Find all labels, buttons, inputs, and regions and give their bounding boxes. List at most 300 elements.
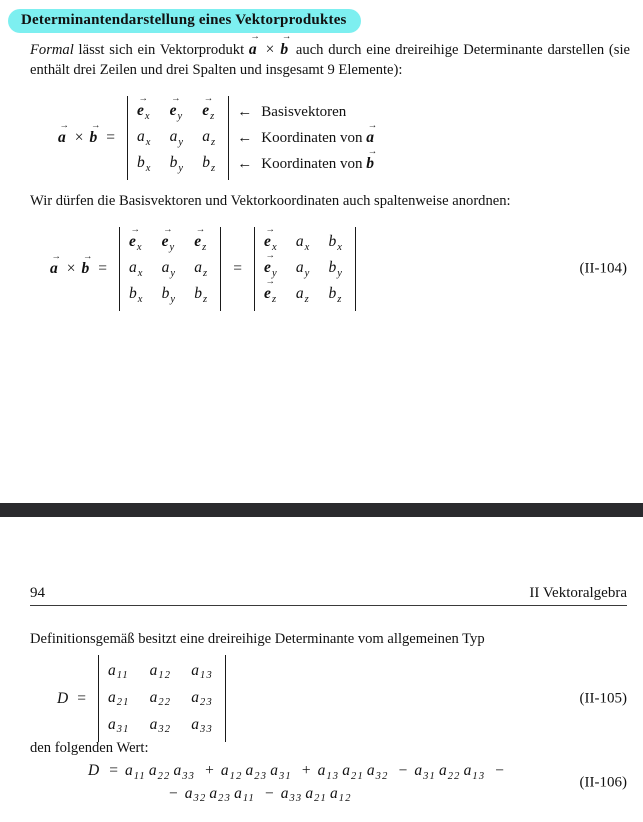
matrix-cell	[150, 689, 175, 709]
math-token	[88, 762, 99, 779]
math-symbol: a	[305, 784, 314, 802]
math-symbol: a	[209, 784, 218, 802]
math-symbol: a	[342, 762, 351, 779]
formula-cross-product-annotated	[0, 96, 643, 180]
math-subscript: y	[271, 267, 278, 279]
matrix-cell	[169, 94, 187, 122]
math-token	[305, 785, 327, 802]
matrix-cell	[162, 259, 180, 279]
math-symbol: a →	[50, 252, 61, 277]
math-token	[330, 785, 352, 802]
math-symbol: a	[234, 784, 242, 802]
math-token	[148, 762, 171, 782]
math-token	[366, 762, 389, 782]
math-token	[194, 285, 209, 305]
math-token	[50, 252, 61, 277]
math-symbol: D	[88, 762, 100, 779]
left-arrow-icon: ←	[237, 103, 253, 120]
determinant-matrix	[127, 96, 229, 180]
math-subscript: 22	[157, 770, 171, 782]
math-token	[149, 688, 172, 709]
math-symbol: a	[137, 128, 145, 146]
math-token	[295, 259, 311, 279]
math-symbol: b →	[366, 147, 378, 172]
text-run: den folgenden Wert:	[30, 740, 149, 756]
math-subscript: z	[202, 241, 208, 253]
math-token	[202, 154, 217, 174]
math-symbol: e →	[264, 277, 276, 303]
math-token	[280, 32, 292, 58]
matrix-row-annotation	[237, 104, 377, 121]
math-symbol: a	[220, 762, 229, 779]
math-operator: ×	[265, 41, 275, 58]
matrix-cell	[170, 154, 188, 174]
math-subscript: z	[210, 110, 216, 122]
matrix-cell	[202, 128, 219, 148]
text-run: Definitionsgemäß besitzt eine dreireihige Determinante vom allgemeinen Typ	[30, 631, 485, 647]
vector-arrow-icon: →	[265, 251, 276, 262]
math-symbol: b	[202, 154, 210, 172]
math-token	[414, 762, 436, 782]
math-subscript: z	[203, 267, 209, 279]
vector-arrow-icon: →	[195, 225, 206, 236]
vector-arrow-icon: →	[130, 225, 140, 236]
math-subscript: z	[211, 136, 217, 148]
math-symbol: e →	[129, 225, 140, 251]
math-symbol: a →	[58, 121, 69, 146]
math-subscript: x	[144, 110, 151, 122]
math-subscript: 12	[158, 670, 172, 682]
math-token	[191, 661, 213, 682]
math-subscript: x	[145, 162, 152, 174]
math-token	[328, 259, 344, 279]
matrix-cell	[191, 716, 216, 736]
matrix-cell	[108, 689, 133, 709]
math-symbol: a	[270, 762, 278, 779]
math-token	[129, 259, 144, 279]
math-token	[202, 94, 216, 122]
math-subscript: 21	[351, 770, 364, 782]
math-symbol: a	[184, 784, 193, 802]
vector-arrow-icon: →	[59, 121, 69, 131]
math-symbol: a	[414, 762, 423, 779]
formula-II-106	[0, 762, 643, 804]
formula-lhs	[50, 252, 113, 278]
expansion-line-2	[162, 785, 643, 805]
math-token	[295, 285, 310, 305]
math-token	[202, 128, 217, 148]
math-symbol: e →	[161, 225, 173, 251]
matrix-cell	[161, 225, 179, 253]
math-subscript: 11	[242, 793, 255, 804]
math-subscript: y	[170, 293, 177, 305]
text-run: lässt sich ein Vektorprodukt	[73, 42, 249, 58]
matrix-cell	[194, 259, 211, 279]
page-header	[30, 583, 627, 606]
math-subscript: 23	[218, 793, 232, 804]
math-subscript: 32	[375, 770, 389, 782]
math-token	[81, 252, 93, 277]
math-symbol: b →	[280, 32, 292, 58]
matrix-cell	[108, 716, 133, 736]
math-token	[234, 785, 255, 802]
math-subscript: 12	[338, 793, 352, 804]
math-operator: =	[106, 129, 115, 146]
math-symbol: a	[107, 661, 116, 679]
math-token	[169, 128, 185, 148]
math-token	[191, 688, 213, 709]
matrix-cell	[129, 225, 146, 253]
math-token	[194, 225, 208, 253]
math-token	[161, 225, 176, 253]
vector-arrow-icon: →	[171, 94, 181, 105]
math-subscript: 33	[182, 770, 196, 782]
math-subscript: 31	[278, 770, 292, 782]
annotation-text	[261, 121, 378, 147]
math-symbol: a	[107, 715, 116, 733]
math-token	[328, 285, 343, 305]
equals-sign: =	[233, 260, 243, 277]
math-token	[129, 285, 144, 305]
math-token	[107, 661, 129, 682]
math-operator: =	[77, 689, 86, 707]
math-subscript: x	[304, 241, 311, 253]
vector-arrow-icon: →	[163, 225, 173, 236]
vector-arrow-icon: →	[83, 252, 93, 262]
paragraph-intro	[30, 32, 631, 80]
math-subscript: 11	[116, 670, 129, 682]
math-operator: −	[398, 762, 408, 779]
math-symbol: a	[107, 688, 116, 706]
matrix-cell	[150, 662, 175, 682]
math-symbol: e →	[194, 225, 206, 251]
math-symbol: b	[328, 259, 337, 277]
math-subscript: 13	[472, 770, 486, 782]
left-arrow-icon: ←	[237, 129, 253, 146]
annotation-text	[261, 104, 346, 121]
inline-math	[248, 32, 292, 58]
determinant-general	[98, 655, 226, 742]
matrix-cell	[264, 225, 281, 253]
determinant-rowwise	[119, 227, 221, 311]
matrix-cell	[202, 154, 219, 174]
matrix-cell	[328, 259, 346, 279]
matrix-cell	[296, 285, 313, 305]
paragraph-value-intro	[30, 739, 630, 759]
math-symbol: a	[173, 762, 182, 779]
math-token	[107, 715, 130, 736]
matrix-annotations	[237, 96, 377, 180]
math-token	[366, 121, 378, 146]
math-symbol: a	[194, 259, 202, 277]
text-run: Koordinaten von	[261, 130, 367, 146]
math-token	[169, 94, 184, 122]
math-symbol: b	[328, 233, 337, 251]
math-subscript: 22	[447, 770, 461, 782]
vector-arrow-icon: →	[265, 277, 276, 288]
paragraph-definition	[30, 630, 630, 650]
math-symbol: D	[57, 689, 69, 707]
math-token	[149, 715, 172, 736]
math-subscript: z	[203, 293, 209, 305]
math-token	[149, 661, 172, 682]
math-operator: ×	[66, 260, 76, 277]
math-token	[173, 762, 196, 782]
math-token	[58, 121, 69, 146]
math-symbol: a	[295, 259, 304, 277]
matrix-cell	[296, 259, 314, 279]
inline-math	[366, 147, 378, 172]
section-heading: Determinantendarstellung eines Vektorproduktes	[21, 12, 347, 28]
matrix-cell	[264, 251, 281, 279]
vector-arrow-icon: →	[265, 225, 276, 236]
math-subscript: 32	[158, 724, 172, 736]
matrix-cell	[328, 233, 346, 253]
vector-arrow-icon: →	[203, 94, 214, 105]
matrix-cell	[150, 716, 175, 736]
annotation-text	[261, 147, 378, 173]
math-subscript: 32	[193, 793, 207, 804]
math-symbol: a	[161, 259, 170, 277]
math-subscript: 21	[314, 793, 327, 804]
math-symbol: a	[366, 762, 375, 779]
math-symbol: e →	[202, 94, 214, 120]
formula-II-105	[0, 655, 643, 742]
math-symbol: b	[169, 154, 178, 172]
math-token	[137, 154, 152, 174]
matrix-cell	[108, 662, 132, 682]
math-token	[264, 225, 278, 253]
math-token	[264, 251, 278, 279]
formula-lhs	[58, 121, 121, 147]
math-operator: =	[109, 762, 118, 779]
math-token	[107, 688, 130, 709]
math-subscript: 11	[133, 770, 146, 782]
math-subscript: y	[177, 110, 184, 122]
math-subscript: y	[337, 267, 344, 279]
math-operator: −	[169, 784, 178, 802]
equation-number: (II-106)	[579, 774, 627, 791]
math-subscript: 21	[116, 697, 130, 709]
math-subscript: y	[178, 136, 185, 148]
vector-arrow-icon: →	[91, 121, 101, 131]
math-operator: −	[264, 784, 274, 802]
math-symbol: a	[295, 233, 304, 251]
matrix-cell	[194, 285, 211, 305]
equation-number: (II-104)	[579, 260, 627, 277]
vector-arrow-icon: →	[281, 32, 292, 42]
math-token	[295, 233, 311, 253]
math-token	[137, 94, 151, 122]
page-separator	[0, 503, 643, 517]
math-symbol: a →	[248, 32, 260, 58]
matrix-cell	[191, 689, 216, 709]
math-symbol: a	[129, 259, 137, 277]
math-symbol: b	[194, 285, 202, 303]
math-symbol: a	[245, 762, 254, 779]
math-token	[463, 762, 486, 782]
math-subscript: x	[136, 241, 143, 253]
math-symbol: a	[191, 688, 200, 706]
math-symbol: a	[295, 285, 304, 303]
math-subscript: y	[304, 267, 311, 279]
math-symbol: a	[148, 762, 157, 779]
equation-number: (II-105)	[579, 690, 627, 706]
matrix-cell	[170, 128, 188, 148]
math-token	[245, 762, 268, 782]
math-symbol: a	[330, 784, 338, 802]
math-symbol: a →	[366, 121, 378, 146]
math-token	[161, 285, 177, 305]
math-subscript: 33	[289, 793, 303, 804]
math-symbol: b	[328, 285, 337, 303]
math-token	[161, 259, 177, 279]
math-token	[366, 147, 378, 172]
text-run: Formal	[30, 42, 74, 58]
vector-arrow-icon: →	[367, 121, 378, 131]
math-symbol: e →	[264, 225, 276, 251]
matrix-row-annotation	[237, 121, 378, 147]
math-token	[248, 32, 260, 58]
formula-II-104	[0, 227, 643, 311]
math-subscript: 31	[116, 724, 130, 736]
math-token	[194, 259, 209, 279]
math-token	[124, 762, 146, 782]
page-number: 94	[30, 585, 45, 601]
math-subscript: y	[169, 241, 176, 253]
math-token	[317, 762, 340, 782]
text-run: Koordinaten von	[261, 156, 367, 172]
math-subscript: x	[271, 241, 278, 253]
math-operator: −	[495, 762, 505, 779]
math-subscript: 12	[229, 770, 243, 782]
math-symbol: a	[463, 762, 472, 779]
math-symbol: b →	[89, 121, 101, 146]
math-token	[169, 154, 185, 174]
math-subscript: z	[304, 293, 310, 305]
math-symbol: e →	[137, 94, 148, 120]
matrix-row-annotation	[237, 147, 378, 173]
math-token	[264, 277, 278, 305]
math-symbol: a	[149, 688, 158, 706]
math-symbol: a	[202, 128, 210, 146]
math-token	[57, 690, 68, 707]
matrix-cell	[162, 285, 180, 305]
math-symbol: a	[149, 661, 158, 679]
paragraph-columnwise	[30, 192, 630, 212]
math-symbol: a	[317, 762, 326, 779]
vector-arrow-icon: →	[250, 32, 260, 42]
chapter-title: II Vektoralgebra	[529, 585, 627, 601]
matrix-cell	[137, 128, 155, 148]
math-symbol: a	[149, 715, 158, 733]
math-symbol: a	[191, 715, 200, 733]
math-subscript: 23	[254, 770, 268, 782]
math-token	[281, 785, 303, 802]
math-subscript: x	[337, 241, 344, 253]
math-token	[270, 762, 292, 782]
math-subscript: z	[211, 162, 217, 174]
matrix-cell	[137, 154, 155, 174]
math-subscript: x	[137, 267, 144, 279]
math-token	[137, 128, 152, 148]
expansion-line-1	[88, 762, 643, 782]
math-symbol: a	[191, 661, 200, 679]
vector-arrow-icon: →	[367, 147, 378, 157]
math-subscript: y	[170, 267, 177, 279]
text-run: Basisvektoren	[261, 103, 347, 120]
matrix-cell	[137, 94, 154, 122]
math-subscript: 31	[423, 770, 436, 782]
math-subscript: y	[178, 162, 185, 174]
vector-arrow-icon: →	[138, 94, 148, 105]
math-token	[191, 715, 213, 736]
matrix-cell	[129, 259, 147, 279]
math-operator: +	[301, 762, 311, 779]
math-subscript: 13	[200, 670, 213, 682]
math-token	[89, 121, 101, 146]
inline-math	[366, 121, 378, 146]
vector-arrow-icon: →	[51, 252, 61, 262]
math-subscript: z	[337, 293, 343, 305]
math-symbol: b	[137, 154, 145, 172]
formula-content	[58, 96, 377, 180]
math-symbol: e →	[264, 251, 276, 277]
math-subscript: 33	[200, 724, 213, 736]
matrix-cell	[194, 225, 210, 253]
math-symbol: a	[169, 128, 178, 146]
matrix-cell	[129, 285, 147, 305]
math-symbol: b	[129, 285, 137, 303]
math-symbol: a	[280, 784, 289, 802]
determinant-columnwise	[254, 227, 356, 311]
math-symbol: b →	[81, 252, 93, 277]
math-symbol: b	[161, 285, 170, 303]
math-token	[185, 785, 207, 802]
math-subscript: x	[145, 136, 152, 148]
left-arrow-icon: ←	[237, 155, 253, 172]
math-symbol: e →	[169, 94, 181, 120]
math-token	[328, 233, 344, 253]
formula-content	[57, 655, 226, 742]
formula-lhs	[57, 690, 92, 708]
section-heading-highlight	[8, 9, 361, 33]
math-token	[220, 762, 243, 782]
math-token	[342, 762, 364, 782]
math-subscript: 13	[326, 770, 340, 782]
math-operator: =	[98, 260, 107, 277]
matrix-cell	[191, 662, 216, 682]
math-subscript: x	[137, 293, 144, 305]
math-subscript: z	[271, 293, 278, 305]
math-operator: ×	[74, 129, 84, 146]
math-subscript: 23	[200, 697, 213, 709]
matrix-cell	[202, 94, 218, 122]
text-run: auch durch eine dreireihige Determinante darstellen (sie enthält drei Zeilen und drei Spalten und insgesamt 9 Elemente):	[30, 42, 631, 78]
text-run: Wir dürfen die Basisvektoren und Vektorkoordinaten auch spaltenweise anordnen:	[30, 193, 511, 209]
math-token	[438, 762, 461, 782]
math-symbol: a	[438, 762, 447, 779]
math-subscript: 22	[158, 697, 172, 709]
math-symbol: a	[124, 762, 133, 779]
math-token	[129, 225, 143, 253]
math-operator: +	[205, 762, 214, 779]
matrix-cell	[296, 233, 314, 253]
math-token	[209, 785, 231, 802]
formula-content	[50, 227, 356, 311]
matrix-cell	[264, 277, 280, 305]
matrix-cell	[328, 285, 345, 305]
